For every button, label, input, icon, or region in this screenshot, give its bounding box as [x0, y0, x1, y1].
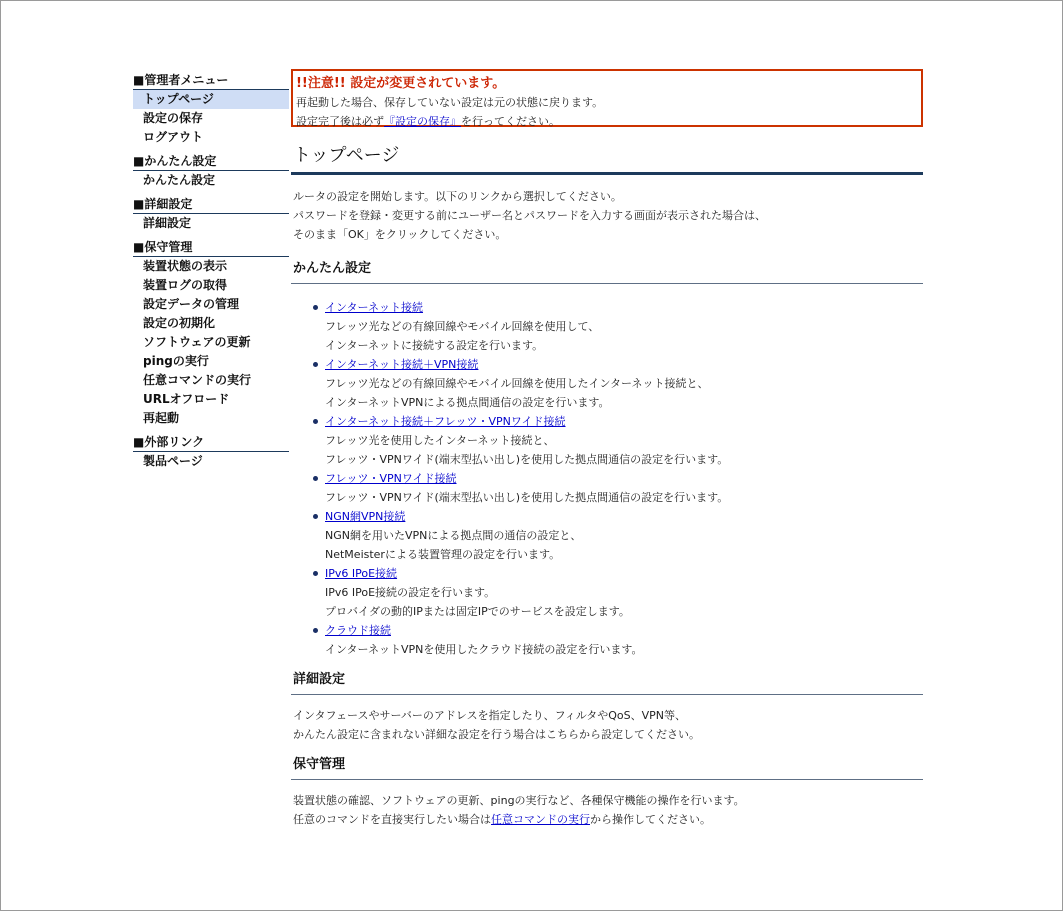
- sidebar-section-admin: ■管理者メニュー: [133, 72, 289, 90]
- sidebar-item-reboot[interactable]: 再起動: [143, 411, 180, 425]
- ipv6-ipoe-link[interactable]: IPv6 IPoE接続: [325, 567, 398, 580]
- sidebar-item-save-settings[interactable]: 設定の保存: [143, 111, 204, 125]
- notice-line-1: 再起動した場合、保存していない設定は元の状態に戻ります。: [296, 96, 604, 109]
- notice-line-2: [296, 112, 917, 131]
- sidebar-item-url-offload[interactable]: URLオフロード: [143, 392, 230, 406]
- item-description: フレッツ・VPNワイド(端末型払い出し)を使用した拠点間通信の設定を行います。: [325, 453, 729, 466]
- maintenance-line-2: [293, 810, 923, 829]
- sidebar-menu: [133, 72, 289, 471]
- item-description: NGN網を用いたVPNによる拠点間の通信の設定と、: [325, 529, 582, 542]
- sidebar-item-easy-settings[interactable]: かんたん設定: [143, 173, 216, 187]
- notice-line-2-pre: 設定完了後は必ず: [296, 115, 384, 128]
- item-description: フレッツ・VPNワイド(端末型払い出し)を使用した拠点間通信の設定を行います。: [325, 491, 729, 504]
- save-settings-link[interactable]: 『設定の保存』: [384, 115, 461, 128]
- maintenance-line-2-pre: 任意のコマンドを直接実行したい場合は: [293, 813, 491, 826]
- item-description: インターネットに接続する設定を行います。: [325, 339, 544, 352]
- list-item: [313, 621, 923, 659]
- notice-line-2-post: を行ってください。: [461, 115, 560, 128]
- intro-text: [291, 187, 923, 244]
- sidebar-item-product-page[interactable]: 製品ページ: [143, 454, 203, 468]
- internet-vpn-link[interactable]: インターネット接続＋VPN接続: [325, 358, 479, 371]
- item-description: インターネットVPNによる拠点間通信の設定を行います。: [325, 396, 610, 409]
- list-item: [313, 355, 923, 412]
- bullet-icon: [313, 476, 318, 481]
- sidebar-item-ping[interactable]: pingの実行: [143, 354, 209, 368]
- list-item: [313, 564, 923, 621]
- detail-settings-heading: 詳細設定: [291, 669, 923, 695]
- sidebar-item-top-page[interactable]: トップページ: [133, 90, 289, 109]
- bullet-icon: [313, 305, 318, 310]
- item-description: フレッツ光を使用したインターネット接続と、: [325, 434, 555, 447]
- bullet-icon: [313, 571, 318, 576]
- command-exec-link[interactable]: 任意コマンドの実行: [491, 813, 590, 826]
- item-description: フレッツ光などの有線回線やモバイル回線を使用したインターネット接続と、: [325, 377, 709, 390]
- maintenance-heading: 保守管理: [291, 754, 923, 780]
- internet-flets-vpn-link[interactable]: インターネット接続＋フレッツ・VPNワイド接続: [325, 415, 566, 428]
- easy-settings-list: [291, 298, 923, 659]
- sidebar-item-detail-settings[interactable]: 詳細設定: [143, 216, 192, 230]
- maintenance-line-1: 装置状態の確認、ソフトウェアの更新、pingの実行など、各種保守機能の操作を行います。: [293, 794, 745, 807]
- sidebar-item-device-status[interactable]: 装置状態の表示: [143, 259, 228, 273]
- notice-title: !!注意!! 設定が変更されています。: [296, 76, 506, 91]
- intro-line: パスワードを登録・変更する前にユーザー名とパスワードを入力する画面が表示された場合は、: [293, 209, 766, 222]
- sidebar-item-command[interactable]: 任意コマンドの実行: [143, 373, 252, 387]
- maintenance-text: [291, 791, 923, 829]
- sidebar-section-easy: ■かんたん設定: [133, 153, 289, 171]
- intro-line: ルータの設定を開始します。以下のリンクから選択してください。: [293, 190, 622, 203]
- flets-vpn-wide-link[interactable]: フレッツ・VPNワイド接続: [325, 472, 457, 485]
- list-item: [313, 412, 923, 469]
- item-description: インターネットVPNを使用したクラウド接続の設定を行います。: [325, 643, 643, 656]
- bullet-icon: [313, 419, 318, 424]
- sidebar-item-config-data[interactable]: 設定データの管理: [143, 297, 240, 311]
- cloud-connection-link[interactable]: クラウド接続: [325, 624, 391, 637]
- easy-settings-heading: かんたん設定: [291, 258, 923, 284]
- list-item: [313, 469, 923, 507]
- sidebar-item-software-update[interactable]: ソフトウェアの更新: [143, 335, 251, 349]
- detail-line: かんたん設定に含まれない詳細な設定を行う場合はこちらから設定してください。: [293, 728, 700, 741]
- main-content: [291, 69, 923, 829]
- sidebar-section-maintenance: ■保守管理: [133, 239, 289, 257]
- bullet-icon: [313, 514, 318, 519]
- internet-connection-link[interactable]: インターネット接続: [325, 301, 424, 314]
- ngn-vpn-link[interactable]: NGN網VPN接続: [325, 510, 406, 523]
- page-title: トップページ: [291, 140, 923, 175]
- bullet-icon: [313, 628, 318, 633]
- item-description: IPv6 IPoE接続の設定を行います。: [325, 586, 496, 599]
- detail-settings-text: [291, 706, 923, 744]
- maintenance-line-2-post: から操作してください。: [590, 813, 711, 826]
- intro-line: そのまま「OK」をクリックしてください。: [293, 228, 507, 241]
- sidebar-section-detail: ■詳細設定: [133, 196, 289, 214]
- sidebar-item-device-log[interactable]: 装置ログの取得: [143, 278, 228, 292]
- sidebar-item-logout[interactable]: ログアウト: [143, 130, 204, 144]
- item-description: フレッツ光などの有線回線やモバイル回線を使用して、: [325, 320, 600, 333]
- list-item: [313, 298, 923, 355]
- item-description: NetMeisterによる装置管理の設定を行います。: [325, 548, 561, 561]
- item-description: プロバイダの動的IPまたは固定IPでのサービスを設定します。: [325, 605, 630, 618]
- sidebar-item-factory-reset[interactable]: 設定の初期化: [143, 316, 216, 330]
- sidebar-section-external: ■外部リンク: [133, 434, 289, 452]
- bullet-icon: [313, 362, 318, 367]
- detail-line: インタフェースやサーバーのアドレスを指定したり、フィルタやQoS、VPN等、: [293, 709, 687, 722]
- warning-notice: [291, 69, 923, 127]
- list-item: [313, 507, 923, 564]
